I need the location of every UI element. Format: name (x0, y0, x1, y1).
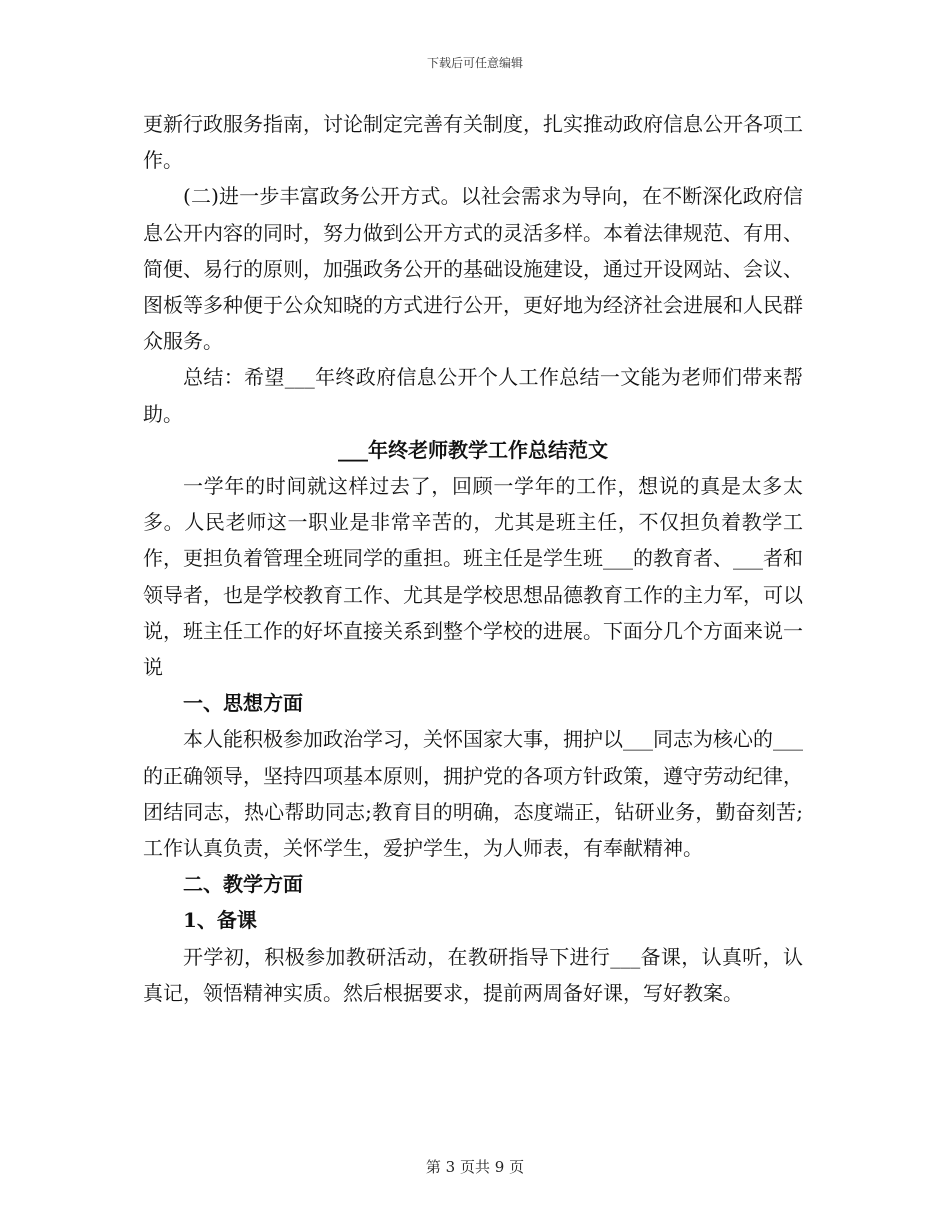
paragraph-intro: 一学年的时间就这样过去了，回顾一学年的工作，想说的真是太多太多。人民老师这一职业是非常辛苦的，尤其是班主任，不仅担负着教学工作，更担负着管理全班同学的重担。班主任是学生班___的教育者、___者和领导者，也是学校教育工作、尤其是学校思想品德教育工作的主力军，可以说，班主任工作的好坏直接关系到整个学校的进展。下面分几个方面来说一说 (143, 474, 803, 680)
heading-lesson-prep: 1、备课 (183, 908, 257, 933)
section-title: ___年终老师教学工作总结范文 (338, 437, 608, 462)
document-body (143, 106, 803, 1011)
page-header: 下载后可任意编辑 (426, 56, 523, 70)
paragraph-lesson-prep: 开学初，积极参加教研活动，在教研指导下进行___备课，认真听，认真记，领悟精神实质。然后根据要求，提前两周备好课，写好教案。 (143, 944, 803, 1005)
heading-teaching: 二、教学方面 (183, 872, 303, 897)
paragraph-disclosure-methods: (二)进一步丰富政务公开方式。以社会需求为导向，在不断深化政府信息公开内容的同时，努力做到公开方式的灵活多样。本着法律规范、有用、简便、易行的原则，加强政务公开的基础设施建设，通过开设网站、会议、图板等多种便于公众知晓的方式进行公开，更好地为经济社会进展和人民群众服务。 (143, 184, 803, 354)
paragraph-summary: 总结：希望___年终政府信息公开个人工作总结一文能为老师们带来帮助。 (143, 365, 803, 426)
paragraph-service-guide: 更新行政服务指南，讨论制定完善有关制度，扎实推动政府信息公开各项工作。 (143, 112, 803, 173)
page-number: 第 3 页共 9 页 (425, 1158, 525, 1176)
heading-ideology: 一、思想方面 (183, 691, 303, 716)
paragraph-ideology: 本人能积极参加政治学习，关怀国家大事，拥护以___同志为核心的___的正确领导，坚持四项基本原则，拥护党的各项方针政策，遵守劳动纪律，团结同志，热心帮助同志;教育目的明确，态度端正，钻研业务，勤奋刻苦;工作认真负责，关怀学生，爱护学生，为人师表，有奉献精神。 (143, 727, 803, 861)
